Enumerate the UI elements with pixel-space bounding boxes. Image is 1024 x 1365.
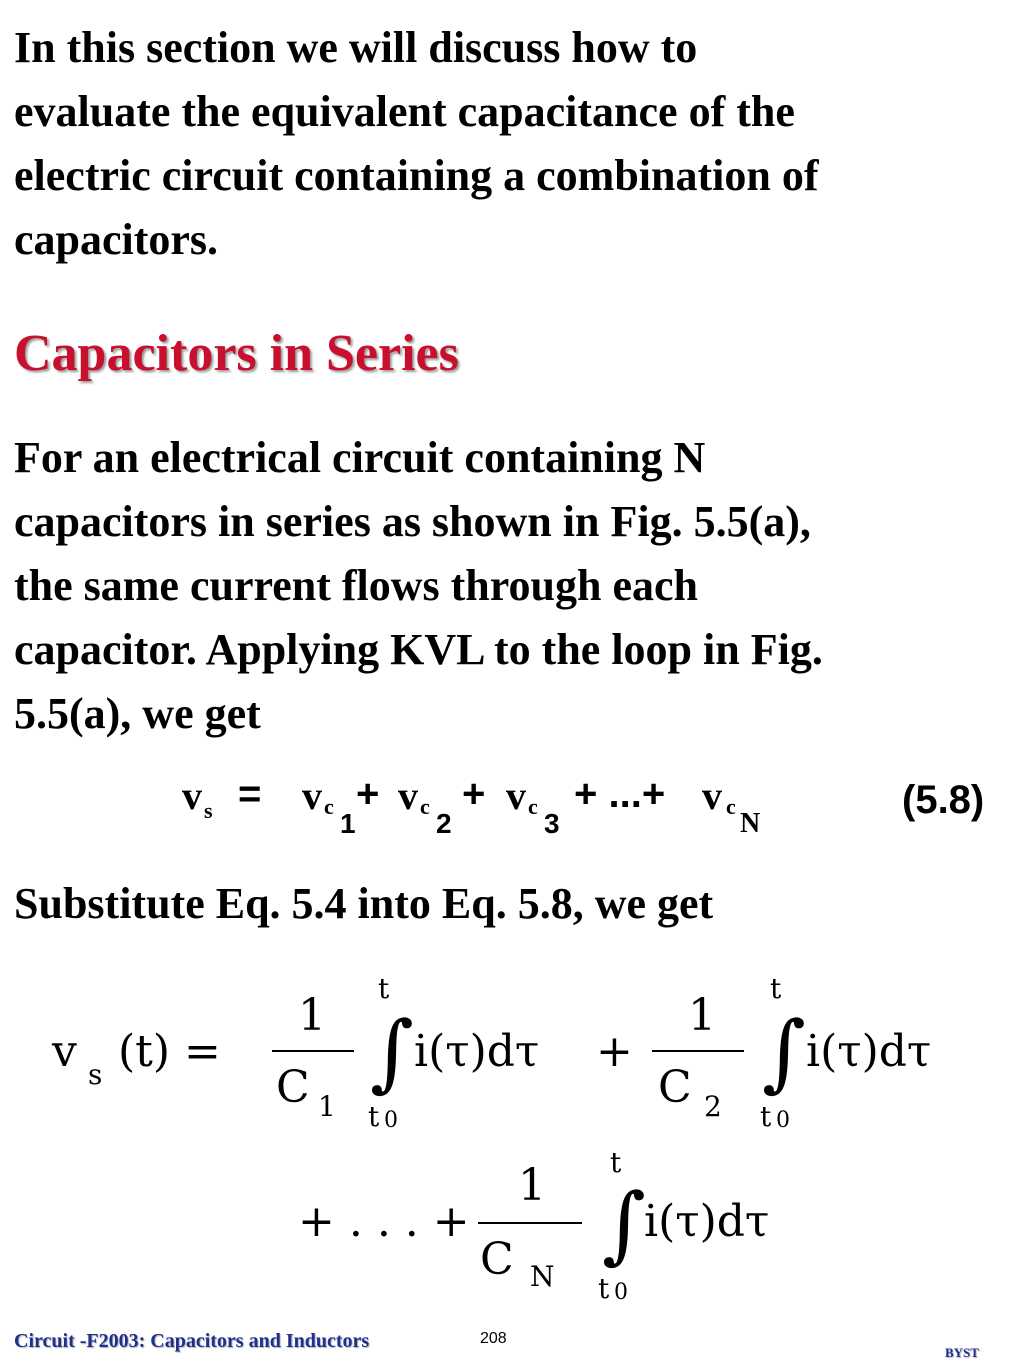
body-line: capacitor. Applying KVL to the loop in Fig. bbox=[14, 625, 823, 674]
fraction-bar bbox=[478, 1222, 582, 1224]
substitute-line: Substitute Eq. 5.4 into Eq. 5.8, we get bbox=[14, 879, 714, 928]
eq58-sub-2: 2 bbox=[436, 808, 452, 839]
intro-line: In this section we will discuss how to bbox=[14, 23, 698, 72]
integral-upper-limit: t bbox=[378, 972, 390, 1005]
fraction-denominator-sub: 2 bbox=[704, 1090, 722, 1123]
eq58-plus: + bbox=[462, 772, 486, 816]
body-paragraph bbox=[14, 426, 1014, 746]
intro-line: electric circuit containing a combination of bbox=[14, 151, 819, 200]
equation-5-8 bbox=[0, 772, 1024, 852]
integral-lhs-arg: (t) = bbox=[118, 1026, 221, 1077]
integrand: i(τ)dτ bbox=[806, 1026, 932, 1077]
intro-line: capacitors. bbox=[14, 215, 219, 264]
intro-paragraph bbox=[14, 16, 1014, 272]
integral-upper-limit: t bbox=[610, 1146, 622, 1179]
section-heading: Capacitors in Series bbox=[14, 325, 459, 382]
integral-upper-limit: t bbox=[770, 972, 782, 1005]
continuation-lead: + . . . + bbox=[298, 1196, 470, 1247]
eq58-v: v bbox=[398, 773, 418, 818]
body-line: 5.5(a), we get bbox=[14, 689, 261, 738]
fraction-denominator: C bbox=[276, 1062, 310, 1113]
body-line: capacitors in series as shown in Fig. 5.5(a), bbox=[14, 497, 811, 546]
integral-lhs-sub: s bbox=[88, 1058, 103, 1091]
integral-sign: ∫ bbox=[370, 1003, 414, 1101]
integral-lower-limit-sub: 0 bbox=[614, 1280, 628, 1305]
eq58-sub-n: N bbox=[740, 808, 761, 839]
fraction-denominator: C bbox=[480, 1234, 514, 1285]
eq58-lhs: v bbox=[182, 773, 202, 818]
fraction-numerator: 1 bbox=[298, 990, 326, 1041]
fraction-numerator: 1 bbox=[688, 990, 716, 1041]
integral-lhs: v bbox=[52, 1026, 77, 1077]
integral-lower-limit: t bbox=[760, 1100, 772, 1133]
fraction-denominator-sub: 1 bbox=[318, 1090, 336, 1123]
eq58-plus: + bbox=[356, 772, 380, 816]
integral-sign: ∫ bbox=[602, 1175, 646, 1273]
fraction-bar bbox=[272, 1050, 354, 1052]
integrand: i(τ)dτ bbox=[644, 1196, 770, 1247]
eq58-c: c bbox=[420, 794, 430, 819]
body-line: For an electrical circuit containing N bbox=[14, 433, 706, 482]
eq58-sub-3: 3 bbox=[544, 808, 560, 839]
integral-sign: ∫ bbox=[762, 1003, 806, 1101]
intro-line: evaluate the equivalent capacitance of the bbox=[14, 87, 795, 136]
page-number: 208 bbox=[480, 1330, 507, 1347]
eq58-c: c bbox=[528, 794, 538, 819]
eq58-c: c bbox=[726, 794, 736, 819]
eq58-v: v bbox=[302, 773, 322, 818]
integrand: i(τ)dτ bbox=[414, 1026, 540, 1077]
eq58-sub-1: 1 bbox=[340, 808, 356, 839]
footer-course-title: Circuit -F2003: Capacitors and Inductors bbox=[14, 1330, 370, 1352]
eq58-lhs-sub: s bbox=[204, 798, 213, 823]
integral-lower-limit-sub: 0 bbox=[776, 1108, 790, 1133]
fraction-denominator: C bbox=[658, 1062, 692, 1113]
fraction-denominator-sub: N bbox=[530, 1260, 555, 1293]
eq58-v: v bbox=[702, 773, 722, 818]
integral-lower-limit: t bbox=[598, 1272, 610, 1305]
footer-logo-text: BYST bbox=[945, 1345, 979, 1360]
fraction-numerator: 1 bbox=[518, 1160, 546, 1211]
fraction-bar bbox=[652, 1050, 744, 1052]
eq58-equals: = bbox=[238, 772, 262, 816]
body-line: the same current flows through each bbox=[14, 561, 698, 610]
integral-lower-limit-sub: 0 bbox=[384, 1108, 398, 1133]
eq58-v: v bbox=[506, 773, 526, 818]
plus-sign: + bbox=[596, 1026, 633, 1077]
integral-lower-limit: t bbox=[368, 1100, 380, 1133]
eq58-ellipsis-plus: + ...+ bbox=[574, 772, 666, 816]
equation-number: (5.8) bbox=[902, 778, 985, 822]
eq58-c: c bbox=[324, 794, 334, 819]
